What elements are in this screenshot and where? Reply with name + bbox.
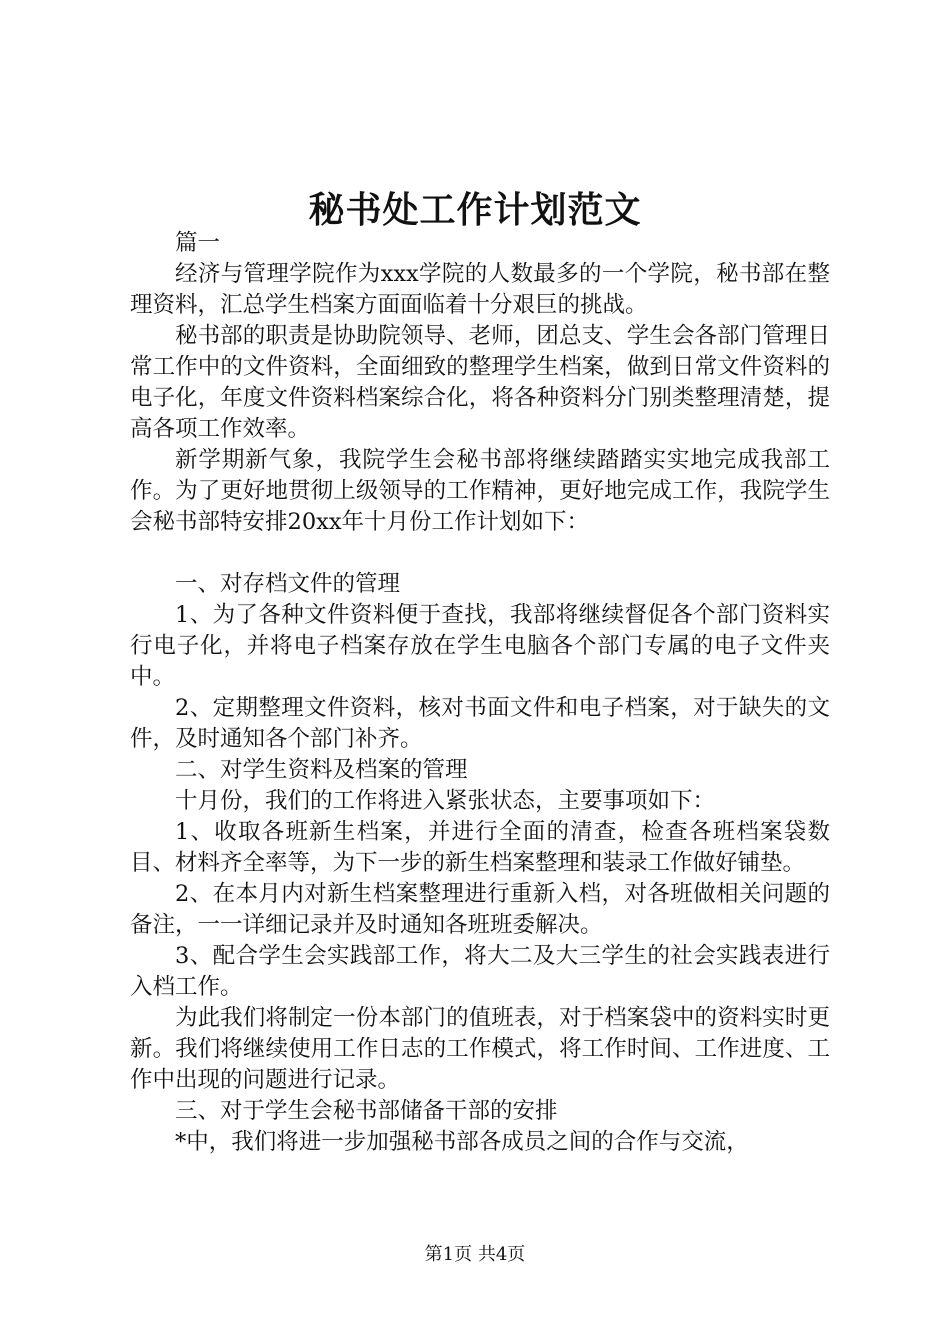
paragraph: 秘书部的职责是协助院领导、老师，团总支、学生会各部门管理日常工作中的文件资料，全面细致的整理学生档案，做到日常文件资料的电子化，年度文件资料档案综合化，将各种资料分门别类整理清楚，提高各项工作效率。: [130, 323, 830, 442]
paragraph: 2、定期整理文件资料，核对书面文件和电子档案，对于缺失的文件，及时通知各个部门补齐。: [130, 695, 830, 752]
section-heading: 一、对存档文件的管理: [175, 571, 401, 597]
paragraph: 1、收取各班新生档案，并进行全面的清查，检查各班档案袋数目、材料齐全率等，为下一步的新生档案整理和装录工作做好铺垫。: [130, 819, 830, 876]
paragraph-section-label: 篇一: [175, 230, 221, 256]
page-footer: 第1页 共4页: [424, 1244, 526, 1265]
document-body: [130, 228, 830, 1158]
paragraph: 十月份，我们的工作将进入紧张状态，主要事项如下：: [175, 788, 716, 814]
paragraph: 1、为了各种文件资料便于查找，我部将继续督促各个部门资料实行电子化，并将电子档案存放在学生电脑各个部门专属的电子文件夹中。: [130, 602, 830, 690]
paragraph: 为此我们将制定一份本部门的值班表，对于档案袋中的资料实时更新。我们将继续使用工作日志的工作模式，将工作时间、工作进度、工作中出现的问题进行记录。: [130, 1005, 830, 1093]
paragraph: *中，我们将进一步加强秘书部各成员之间的合作与交流，: [175, 1129, 749, 1155]
document-title: 秘书处工作计划范文: [308, 189, 642, 231]
section-heading: 三、对于学生会秘书部储备干部的安排: [175, 1098, 558, 1124]
section-heading: 二、对学生资料及档案的管理: [175, 757, 468, 783]
paragraph: 3、配合学生会实践部工作，将大二及大三学生的社会实践表进行入档工作。: [130, 943, 830, 1000]
paragraph: 经济与管理学院作为xxx学院的人数最多的一个学院，秘书部在整理资料，汇总学生档案方面面临着十分艰巨的挑战。: [130, 261, 830, 318]
paragraph: 新学期新气象，我院学生会秘书部将继续踏踏实实地完成我部工作。为了更好地贯彻上级领导的工作精神，更好地完成工作，我院学生会秘书部特安排20xx年十月份工作计划如下：: [130, 447, 830, 535]
paragraph: 2、在本月内对新生档案整理进行重新入档，对各班做相关问题的备注，一一详细记录并及时通知各班班委解决。: [130, 881, 830, 938]
